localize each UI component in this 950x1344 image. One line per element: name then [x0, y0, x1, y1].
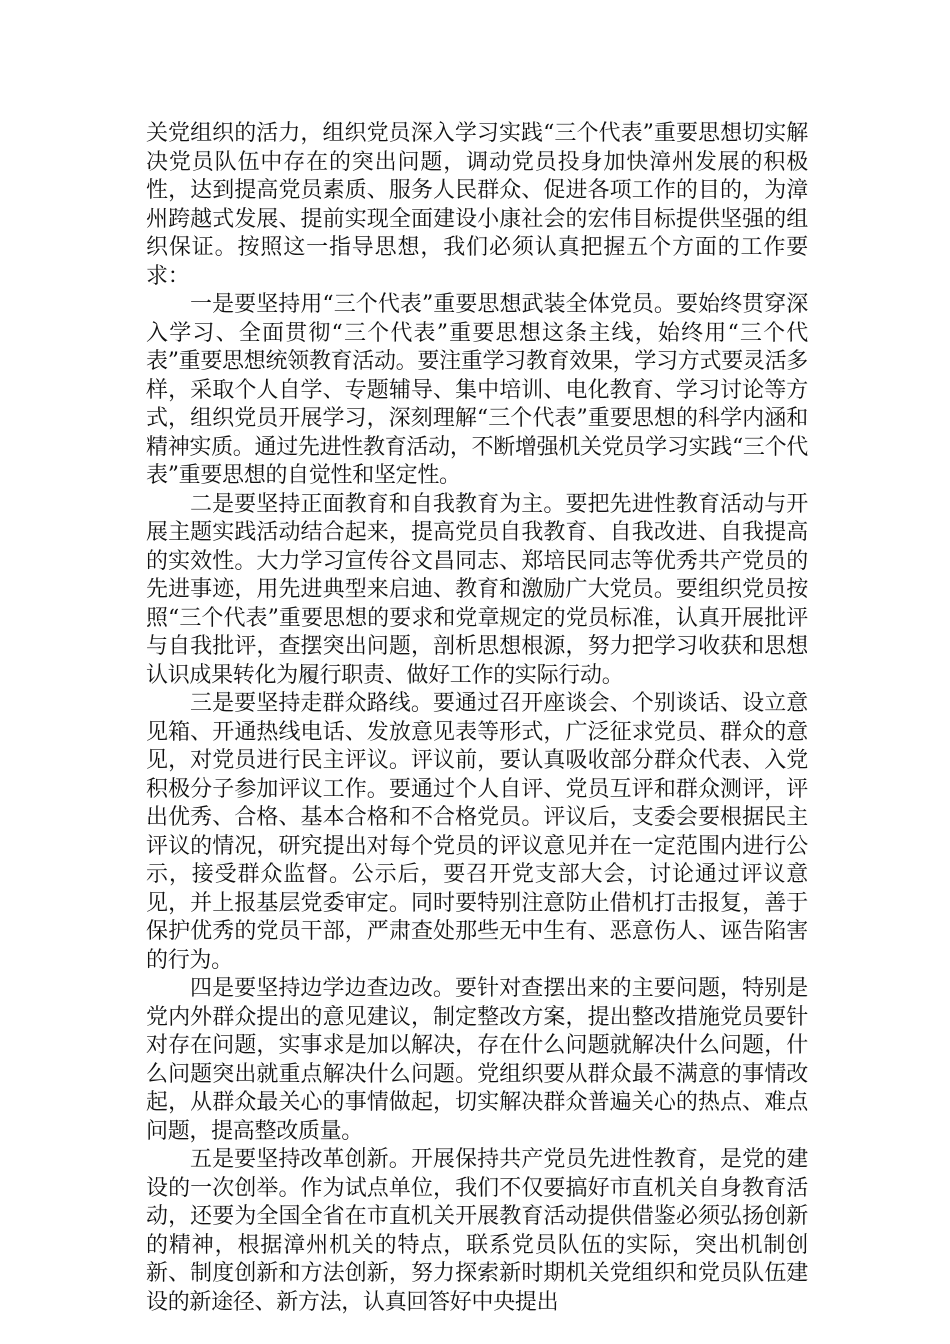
paragraph-requirement-one: 一是要坚持用“三个代表”重要思想武装全体党员。要始终贯穿深入学习、全面贯彻“三个代表”重要思想这条主线，始终用“三个代表”重要思想统领教育活动。要注重学习教育效果，学习方式要灵活多样，采取个人自学、专题辅导、集中培训、电化教育、学习讨论等方式，组织党员开展学习，深刻理解“三个代表”重要思想的科学内涵和精神实质。通过先进性教育活动，不断增强机关党员学习实践“三个代表”重要思想的自觉性和坚定性。 — [146, 292, 808, 488]
paragraph-requirement-three: 三是要坚持走群众路线。要通过召开座谈会、个别谈话、设立意见箱、开通热线电话、发放意见表等形式，广泛征求党员、群众的意见，对党员进行民主评议。评议前，要认真吸收部分群众代表、入党积极分子参加评议工作。要通过个人自评、党员互评和群众测评，评出优秀、合格、基本合格和不合格党员。评议后，支委会要根据民主评议的情况，研究提出对每个党员的评议意见并在一定范围内进行公示，接受群众监督。公示后，要召开党支部大会，讨论通过评议意见，并上报基层党委审定。同时要特别注意防止借机打击报复，善于保护优秀的党员干部，严肃查处那些无中生有、恶意伤人、诬告陷害的行为。 — [146, 691, 808, 973]
paragraph-requirement-two: 二是要坚持正面教育和自我教育为主。要把先进性教育活动与开展主题实践活动结合起来，提高党员自我教育、自我改进、自我提高的实效性。大力学习宣传谷文昌同志、郑培民同志等优秀共产党员的先进事迹，用先进典型来启迪、教育和激励广大党员。要组织党员按照“三个代表”重要思想的要求和党章规定的党员标准，认真开展批评与自我批评，查摆突出问题，剖析思想根源，努力把学习收获和思想认识成果转化为履行职责、做好工作的实际行动。 — [146, 491, 808, 688]
document-body — [146, 120, 808, 1317]
paragraph-requirement-five: 五是要坚持改革创新。开展保持共产党员先进性教育，是党的建设的一次创举。作为试点单位，我们不仅要搞好市直机关自身教育活动，还要为全国全省在市直机关开展教育活动提供借鉴必须弘扬创新的精神，根据漳州机关的特点，联系党员队伍的实际，突出机制创新、制度创新和方法创新，努力探索新时期机关党组织和党员队伍建设的新途径、新方法，认真回答好中央提出 — [146, 1147, 808, 1315]
paragraph-guiding-principle: 关党组织的活力，组织党员深入学习实践“三个代表”重要思想切实解决党员队伍中存在的突出问题，调动党员投身加快漳州发展的积极性，达到提高党员素质、服务人民群众、促进各项工作的目的，为漳州跨越式发展、提前实现全面建设小康社会的宏伟目标提供坚强的组织保证。按照这一指导思想，我们必须认真把握五个方面的工作要求： — [146, 121, 808, 289]
paragraph-requirement-four: 四是要坚持边学边查边改。要针对查摆出来的主要问题，特别是党内外群众提出的意见建议，制定整改方案，提出整改措施党员要针对存在问题，实事求是加以解决，存在什么问题就解决什么问题，什么问题突出就重点解决什么问题。党组织要从群众最不满意的事情改起，从群众最关心的事情做起，切实解决群众普遍关心的热点、难点问题，提高整改质量。 — [146, 976, 808, 1144]
